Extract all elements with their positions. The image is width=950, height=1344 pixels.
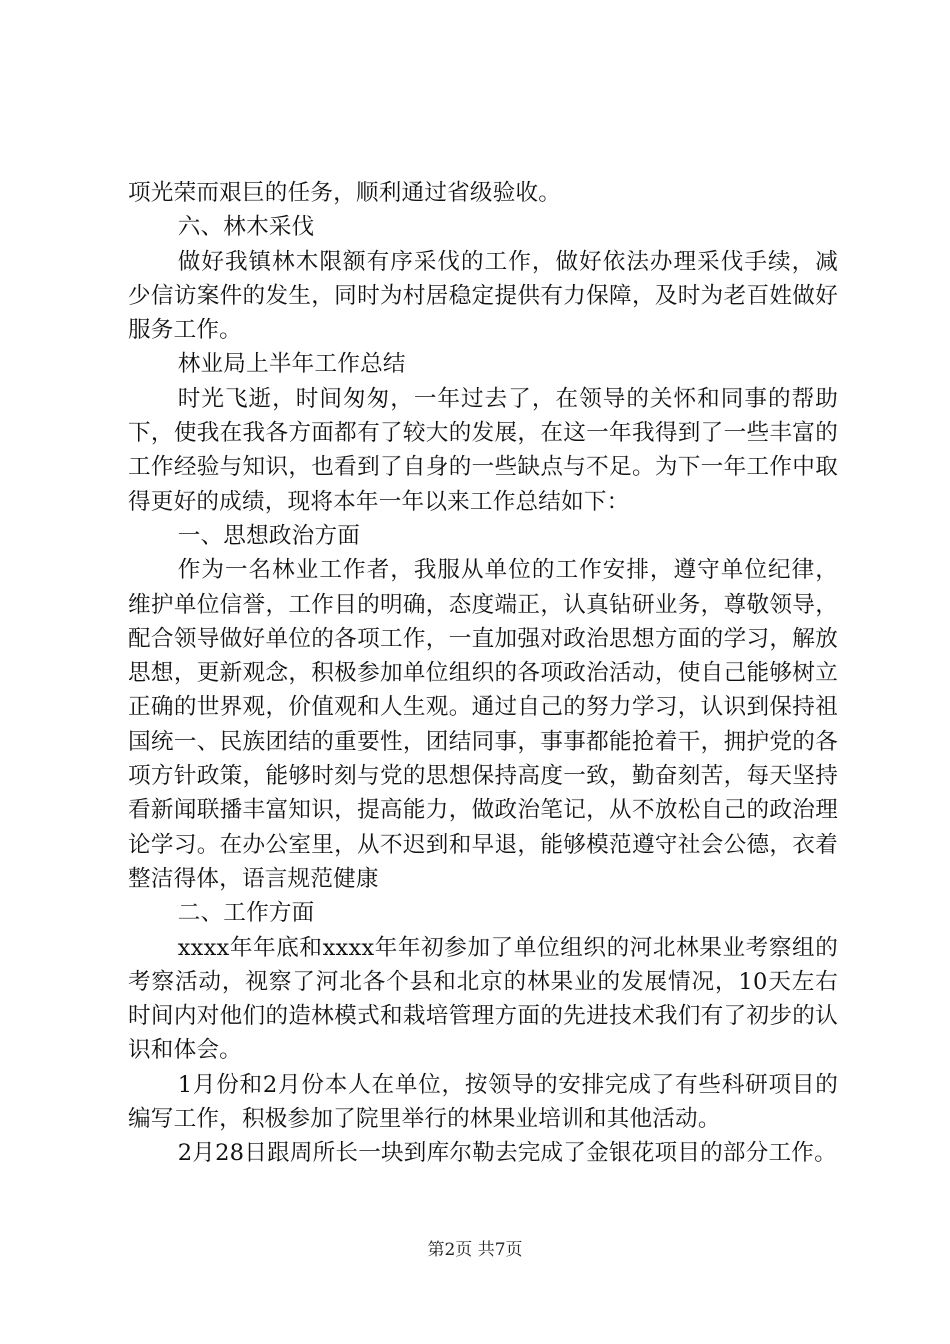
- paragraph-work-inspection: xxxx年年底和xxxx年年初参加了单位组织的河北林果业考察组的考察活动，视察了河北各个县和北京的林果业的发展情况，10天左右时间内对他们的造林模式和栽培管理方面的先进技术我们有了初步的认识和体会。: [128, 934, 838, 1064]
- paragraph-continuation: 项光荣而艰巨的任务，顺利通过省级验收。: [128, 180, 562, 206]
- paragraph-work-feb28: 2月28日跟周所长一块到库尔勒去完成了金银花项目的部分工作。: [177, 1140, 837, 1167]
- paragraph-intro: 时光飞逝，时间匆匆，一年过去了，在领导的关怀和同事的帮助下，使我在我各方面都有了较大的发展，在这一年我得到了一些丰富的工作经验与知识，也看到了自身的一些缺点与不足。为下一年工作中取得更好的成绩，现将本年一年以来工作总结如下：: [128, 385, 838, 515]
- paragraph-work-jan-feb: 1月份和2月份本人在单位，按领导的安排完成了有些科研项目的编写工作，积极参加了院里举行的林果业培训和其他活动。: [128, 1071, 838, 1133]
- document-body: [128, 176, 838, 1171]
- section-heading-work: 二、工作方面: [177, 900, 315, 927]
- section-heading-timber-harvest: 六、林木采伐: [177, 214, 315, 241]
- section-heading-political-thought: 一、思想政治方面: [177, 522, 361, 549]
- paragraph-timber-harvest: 做好我镇林木限额有序采伐的工作，做好依法办理采伐手续，减少信访案件的发生，同时为村居稳定提供有力保障，及时为老百姓做好服务工作。: [128, 248, 838, 344]
- page-number-footer: 第2页 共7页: [427, 1240, 523, 1260]
- paragraph-political-thought: 作为一名林业工作者，我服从单位的工作安排，遵守单位纪律，维护单位信誉，工作目的明确，态度端正，认真钻研业务，尊敬领导，配合领导做好单位的各项工作，一直加强对政治思想方面的学习，解放思想，更新观念，积极参加单位组织的各项政治活动，使自己能够树立正确的世界观，价值观和人生观。通过自己的努力学习，认识到保持祖国统一、民族团结的重要性，团结同事，事事都能抢着干，拥护党的各项方针政策，能够时刻与党的思想保持高度一致，勤奋刻苦，每天坚持看新闻联播丰富知识，提高能力，做政治笔记，从不放松自己的政治理论学习。在办公室里，从不迟到和早退，能够模范遵守社会公德，衣着整洁得体，语言规范健康: [128, 557, 838, 892]
- document-title: 林业局上半年工作总结: [177, 351, 406, 378]
